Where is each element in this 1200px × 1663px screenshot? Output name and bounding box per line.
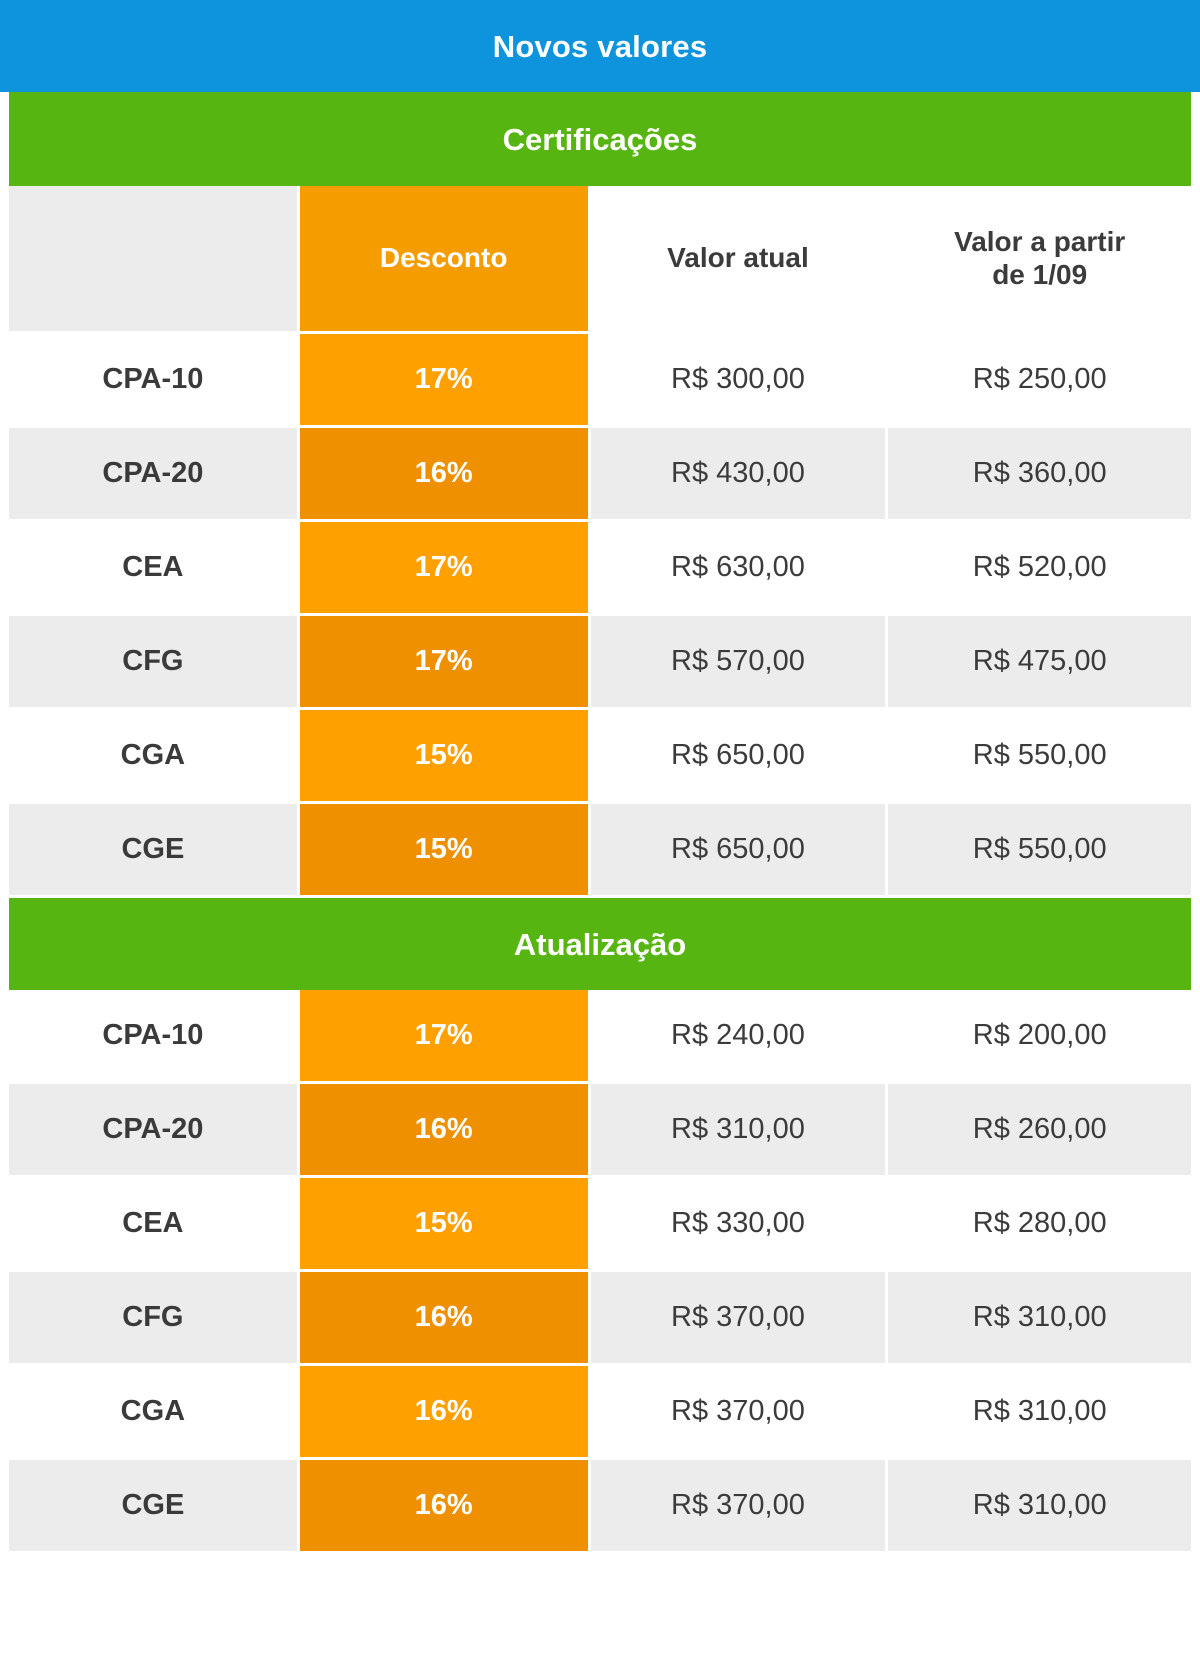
- row-discount: 16%: [300, 1084, 591, 1178]
- row-label: CGE: [9, 804, 300, 898]
- row-current-value: R$ 300,00: [591, 334, 889, 428]
- row-new-value: R$ 520,00: [888, 522, 1191, 616]
- section-header-atualizacao: Atualização: [9, 898, 1191, 990]
- row-current-value: R$ 330,00: [591, 1178, 889, 1272]
- row-label: CPA-20: [9, 428, 300, 522]
- row-new-value: R$ 250,00: [888, 334, 1191, 428]
- row-label: CPA-10: [9, 990, 300, 1084]
- table-row: [9, 990, 1191, 1084]
- row-label: CEA: [9, 522, 300, 616]
- table-row: [9, 1366, 1191, 1460]
- row-current-value: R$ 430,00: [591, 428, 889, 522]
- row-current-value: R$ 370,00: [591, 1272, 889, 1366]
- row-new-value: R$ 200,00: [888, 990, 1191, 1084]
- row-discount: 15%: [300, 804, 591, 898]
- column-header-valor-novo-line2: de 1/09: [992, 258, 1088, 290]
- row-discount: 17%: [300, 522, 591, 616]
- row-current-value: R$ 650,00: [591, 710, 889, 804]
- row-new-value: R$ 475,00: [888, 616, 1191, 710]
- table-atualizacao: [9, 990, 1191, 1554]
- table-row: [9, 522, 1191, 616]
- row-discount: 17%: [300, 334, 591, 428]
- table-row: [9, 710, 1191, 804]
- row-new-value: R$ 550,00: [888, 710, 1191, 804]
- row-new-value: R$ 310,00: [888, 1460, 1191, 1554]
- row-label: CPA-20: [9, 1084, 300, 1178]
- row-current-value: R$ 370,00: [591, 1460, 889, 1554]
- row-discount: 15%: [300, 1178, 591, 1272]
- table-row: [9, 1178, 1191, 1272]
- column-header-valor-novo-line1: Valor a partir: [954, 226, 1126, 258]
- row-discount: 17%: [300, 990, 591, 1084]
- row-new-value: R$ 280,00: [888, 1178, 1191, 1272]
- row-discount: 16%: [300, 1272, 591, 1366]
- row-label: CGA: [9, 1366, 300, 1460]
- table-row: [9, 616, 1191, 710]
- table-certificacoes: [9, 186, 1191, 898]
- row-new-value: R$ 260,00: [888, 1084, 1191, 1178]
- column-header-desconto: Desconto: [300, 186, 591, 334]
- row-discount: 16%: [300, 1460, 591, 1554]
- table-header-row: [9, 186, 1191, 334]
- row-new-value: R$ 550,00: [888, 804, 1191, 898]
- row-label: CGE: [9, 1460, 300, 1554]
- row-label: CFG: [9, 616, 300, 710]
- row-current-value: R$ 310,00: [591, 1084, 889, 1178]
- row-current-value: R$ 630,00: [591, 522, 889, 616]
- row-label: CFG: [9, 1272, 300, 1366]
- table-row: [9, 334, 1191, 428]
- page-title: Novos valores: [0, 0, 1200, 92]
- table-row: [9, 1084, 1191, 1178]
- table-row: [9, 1460, 1191, 1554]
- row-new-value: R$ 310,00: [888, 1366, 1191, 1460]
- section-header-certificacoes: Certificações: [9, 92, 1191, 186]
- row-label: CPA-10: [9, 334, 300, 428]
- column-header-valor-atual: Valor atual: [591, 186, 889, 334]
- row-current-value: R$ 240,00: [591, 990, 889, 1084]
- column-header-empty: [9, 186, 300, 334]
- table-row: [9, 1272, 1191, 1366]
- column-header-valor-novo: [888, 186, 1191, 334]
- row-discount: 15%: [300, 710, 591, 804]
- table-row: [9, 428, 1191, 522]
- row-new-value: R$ 310,00: [888, 1272, 1191, 1366]
- row-label: CGA: [9, 710, 300, 804]
- row-current-value: R$ 570,00: [591, 616, 889, 710]
- table-row: [9, 804, 1191, 898]
- row-discount: 17%: [300, 616, 591, 710]
- bottom-spacer: [0, 1554, 1200, 1663]
- row-new-value: R$ 360,00: [888, 428, 1191, 522]
- row-label: CEA: [9, 1178, 300, 1272]
- row-discount: 16%: [300, 1366, 591, 1460]
- row-discount: 16%: [300, 428, 591, 522]
- row-current-value: R$ 370,00: [591, 1366, 889, 1460]
- row-current-value: R$ 650,00: [591, 804, 889, 898]
